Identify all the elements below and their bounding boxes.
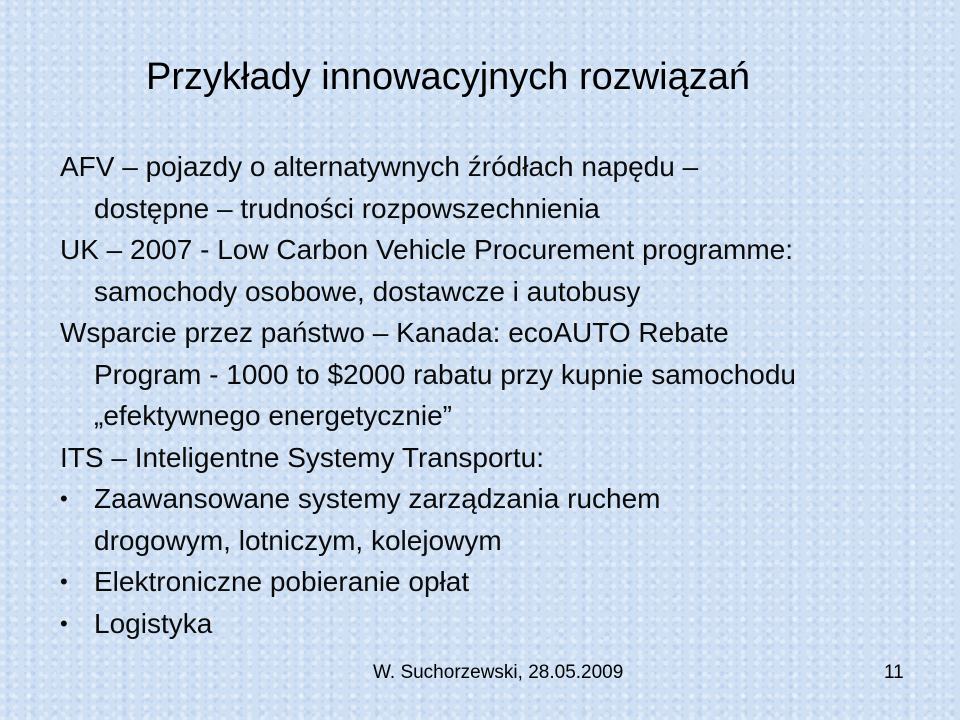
slide-page-number: 11 <box>884 662 904 683</box>
footer-author-date: W. Suchorzewski, 28.05.2009 <box>373 662 624 683</box>
bullet-icon: • <box>60 569 68 594</box>
slide-content <box>60 146 920 644</box>
text-line: „efektywnego energetycznie” <box>94 400 452 431</box>
paragraph-canada <box>60 312 920 437</box>
text-line: samochody osobowe, dostawcze i autobusy <box>94 275 641 307</box>
text-line: Wsparcie przez państwo – Kanada: ecoAUTO Rebate <box>60 317 729 348</box>
text-line: Elektroniczne pobieranie opłat <box>94 566 470 597</box>
bullet-icon: • <box>60 610 68 636</box>
bullet-item-traffic-management <box>60 478 920 561</box>
paragraph-its <box>60 437 920 479</box>
bullet-item-electronic-tolling <box>60 561 920 603</box>
text-line: Zaawansowane systemy zarządzania ruchem <box>94 483 661 514</box>
slide-title: Przykłady innowacyjnych rozwiązań <box>146 56 751 98</box>
bullet-icon: • <box>60 486 68 511</box>
paragraph-afv <box>60 146 920 229</box>
text-line: Logistyka <box>94 607 213 639</box>
text-line: dostępne – trudności rozpowszechnienia <box>94 192 600 224</box>
text-line: ITS – Inteligentne Systemy Transportu: <box>60 441 545 473</box>
paragraph-uk <box>60 229 920 312</box>
text-line: AFV – pojazdy o alternatywnych źródłach napędu – <box>60 151 699 182</box>
bullet-item-logistics <box>60 603 920 645</box>
text-line: Program - 1000 to $2000 rabatu przy kupnie samochodu <box>94 358 796 390</box>
text-line: UK – 2007 - Low Carbon Vehicle Procurement programme: <box>60 234 794 265</box>
text-line: drogowym, lotniczym, kolejowym <box>94 524 502 556</box>
